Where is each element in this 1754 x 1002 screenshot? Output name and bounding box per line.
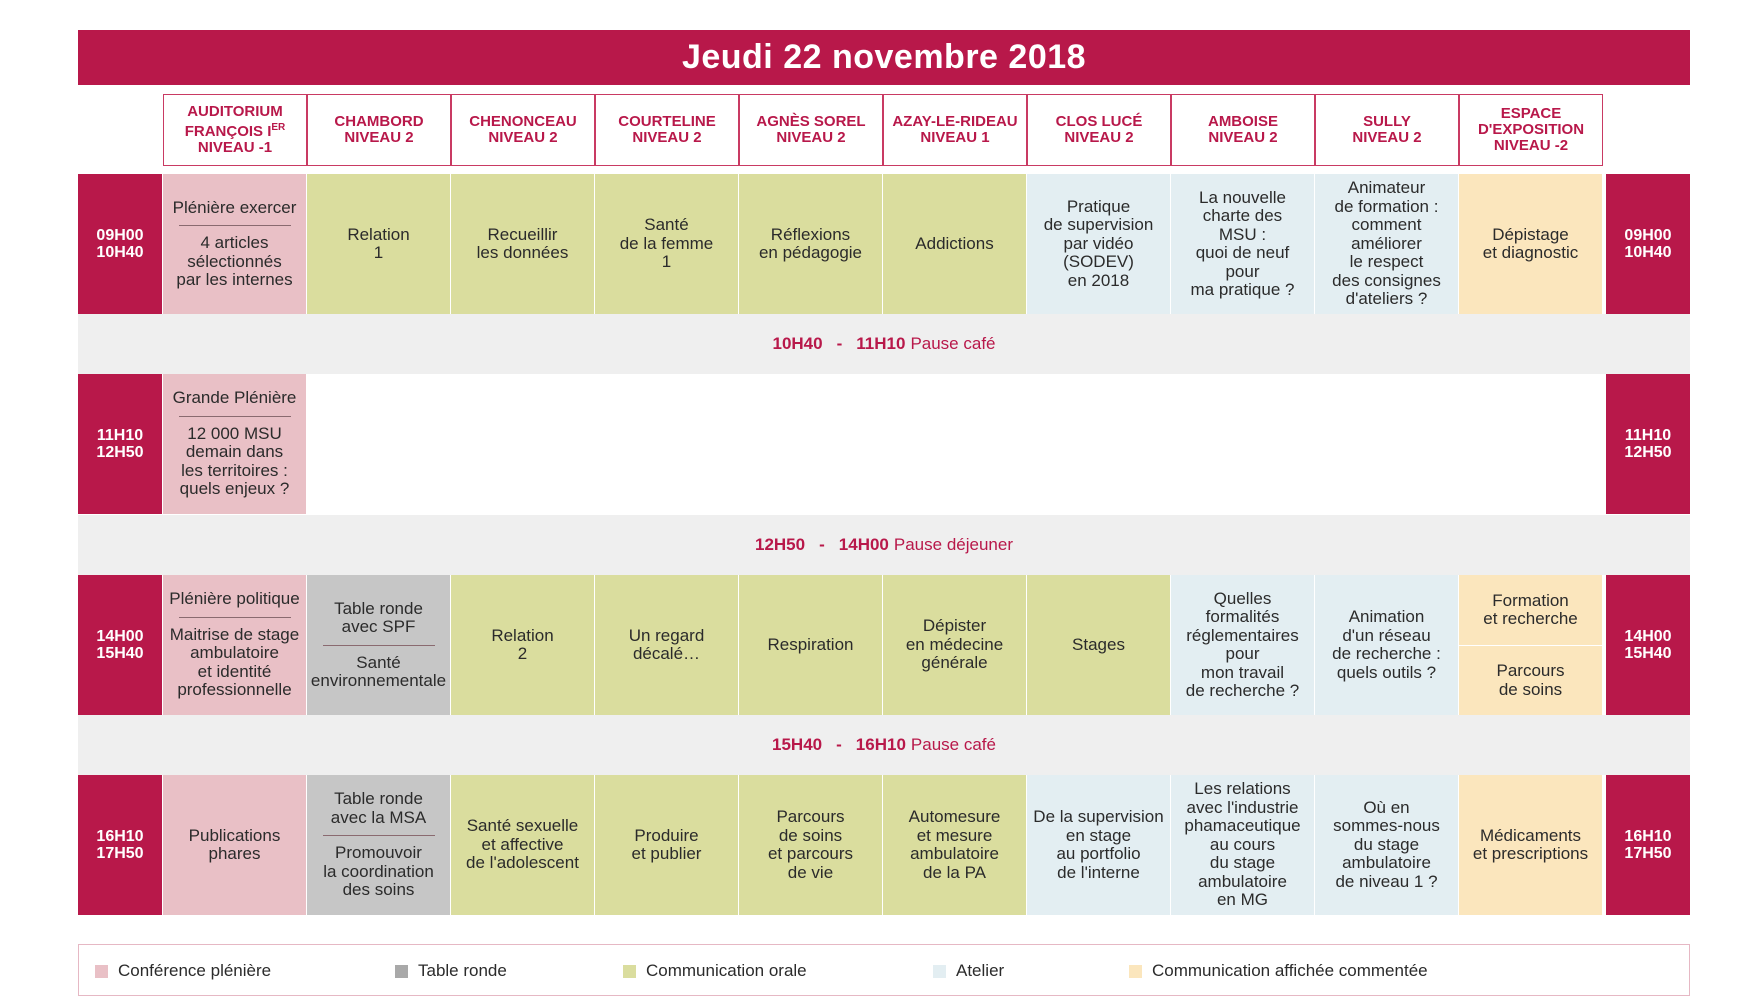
cell-text: générale (921, 653, 988, 673)
session-cell[interactable] (163, 174, 306, 314)
time-slot-left (78, 575, 162, 715)
room-name (1478, 106, 1584, 154)
session-body (768, 808, 853, 882)
time-start: 09H00 (96, 227, 144, 244)
room-name-line: AGNÈS SOREL (756, 113, 866, 130)
time-start: 14H00 (1624, 628, 1672, 645)
legend-label: Table ronde (418, 961, 507, 980)
cell-text: de soins (778, 825, 843, 845)
session-body (1184, 780, 1300, 910)
room-name-line: CLOS LUCÉ (1055, 113, 1143, 130)
time-start: 11H10 (1624, 427, 1672, 444)
session-cell[interactable] (451, 775, 594, 915)
session-cell[interactable] (1459, 174, 1602, 314)
session-cell[interactable] (595, 775, 738, 915)
session-cell[interactable] (307, 775, 450, 915)
pause-row (78, 715, 1690, 775)
legend-label: Atelier (956, 961, 1005, 980)
cell-text: et prescriptions (1472, 844, 1589, 863)
room-header (1315, 94, 1459, 166)
cell-text: 2 (517, 644, 528, 663)
time-start: 16H10 (1624, 828, 1672, 845)
cell-text: au cours (1209, 834, 1276, 854)
room-name-line: NIVEAU 1 (920, 129, 990, 146)
time-slot-left (78, 374, 162, 514)
cell-text: Respiration (767, 634, 854, 654)
time-slot-right (1606, 174, 1690, 314)
cell-text: Automesure (908, 807, 1001, 826)
time-end: 15H40 (96, 645, 144, 662)
cell-text: environnementale (310, 671, 447, 690)
session-cell[interactable] (883, 775, 1026, 915)
cell-text: Les relations (1194, 779, 1291, 799)
cell-text: et recherche (1483, 609, 1578, 628)
cell-text: les données (476, 243, 569, 262)
session-cell[interactable] (1171, 174, 1314, 314)
cell-text: avec l'industrie (1186, 797, 1299, 817)
cell-text: pour (1225, 644, 1260, 663)
cell-text: Addictions (915, 233, 994, 253)
cell-text: Recueillir (487, 224, 558, 244)
page-title: Jeudi 22 novembre 2018 (78, 30, 1690, 85)
cell-text: Parcours (1496, 661, 1565, 680)
room-name (756, 114, 865, 146)
session-cell[interactable] (1171, 775, 1314, 915)
time-end: 17H50 (1624, 845, 1672, 862)
room-name (1352, 114, 1421, 146)
pause-dash: - (836, 334, 843, 353)
time-start: 09H00 (1624, 227, 1672, 244)
session-body (1483, 226, 1578, 263)
cell-text: quels enjeux ? (179, 479, 290, 499)
cell-text: en stage (1065, 825, 1132, 845)
session-body (915, 235, 993, 254)
session-cell[interactable] (595, 174, 738, 314)
cell-text: Maitrise de stage (169, 624, 300, 644)
cell-text: la coordination (323, 861, 434, 881)
session-body (1186, 590, 1299, 701)
session-cell[interactable] (1459, 645, 1602, 715)
divider (323, 645, 435, 646)
legend-swatch (933, 965, 946, 978)
pause-row (78, 515, 1690, 575)
cell-text: MSU : (1218, 224, 1267, 244)
room-header (739, 94, 883, 166)
cell-text: Formation (1492, 590, 1569, 610)
pause-dash: - (819, 535, 825, 554)
session-cell[interactable] (883, 174, 1026, 314)
room-name-line: CHENONCEAU (469, 113, 577, 130)
session-body (629, 627, 705, 664)
cell-text: quoi de neuf (1195, 243, 1290, 262)
room-header (595, 94, 739, 166)
cell-text: Santé sexuelle (466, 816, 579, 836)
cell-text: Produire (634, 825, 699, 845)
cell-text: de l'adolescent (466, 853, 579, 873)
session-cell[interactable] (739, 575, 882, 715)
cell-text: sélectionnés (187, 251, 282, 271)
cell-text: par les internes (176, 270, 293, 289)
room-name (334, 114, 423, 146)
session-body (1191, 189, 1295, 300)
legend-swatch (95, 965, 108, 978)
session-body (768, 636, 854, 655)
cell-text: ambulatoire (1198, 871, 1287, 891)
session-cell[interactable] (1459, 775, 1602, 915)
divider (323, 835, 435, 836)
cell-text: décalé… (632, 644, 701, 663)
cell-text: et parcours (767, 844, 854, 863)
session-body (1332, 608, 1441, 682)
session-body (170, 626, 299, 700)
time-start: 14H00 (96, 628, 144, 645)
session-cell[interactable] (1315, 575, 1458, 715)
room-name-line: AZAY-LE-RIDEAU (892, 113, 1018, 130)
room-header (1027, 94, 1171, 166)
cell-text: les territoires : (181, 460, 288, 480)
session-body (1044, 198, 1154, 291)
session-cell[interactable] (883, 575, 1026, 715)
cell-text: Publications (188, 825, 281, 845)
session-body (1333, 799, 1440, 892)
room-name (469, 114, 577, 146)
pause-start: 10H40 (772, 334, 823, 353)
cell-text: et identité (197, 661, 272, 681)
divider (179, 225, 291, 226)
session-cell[interactable] (1027, 775, 1170, 915)
session-cell[interactable] (595, 575, 738, 715)
cell-text: charte des (1202, 206, 1283, 225)
session-body (759, 226, 862, 263)
room-header (451, 94, 595, 166)
cell-text: Santé (356, 652, 401, 672)
cell-text: et publier (631, 844, 702, 863)
cell-text: de la femme (619, 233, 714, 253)
pause-label: Pause déjeuner (893, 535, 1013, 554)
session-head: Grande Plénière (172, 388, 297, 408)
cell-text: de niveau 1 ? (1335, 871, 1438, 891)
cell-text: pour (1225, 261, 1260, 281)
cell-text: de la PA (922, 862, 986, 882)
cell-text: au portfolio (1056, 844, 1141, 863)
session-body (477, 226, 569, 263)
legend-item (933, 945, 1004, 997)
room-name (185, 104, 286, 156)
cell-text: de soins (1498, 679, 1563, 699)
pause-label: Pause café (910, 334, 996, 353)
session-body (323, 844, 434, 900)
cell-text: ma pratique ? (1190, 280, 1295, 299)
cell-text: réglementaires (1186, 625, 1299, 645)
cell-text: Réflexions (770, 224, 851, 244)
session-body (1033, 808, 1163, 882)
room-name-line: NIVEAU 2 (632, 129, 702, 146)
cell-text: Relation (491, 625, 554, 645)
legend-label: Conférence plénière (118, 961, 272, 980)
time-start: 16H10 (96, 828, 144, 845)
room-name-line: SULLY (1363, 113, 1411, 130)
cell-text: ambulatoire (1342, 853, 1431, 873)
room-name-line: NIVEAU 2 (488, 129, 558, 146)
room-name-line: ESPACE (1500, 105, 1562, 122)
session-body (1332, 179, 1441, 309)
room-header (163, 94, 307, 166)
legend-item (395, 945, 507, 997)
room-header (1171, 94, 1315, 166)
cell-text: Stages (1072, 634, 1125, 654)
cell-text: quels outils ? (1336, 662, 1437, 682)
cell-text: phamaceutique (1184, 816, 1301, 836)
cell-text: du stage (1209, 853, 1276, 873)
session-body (632, 827, 702, 864)
pause-start: 15H40 (772, 735, 823, 754)
legend-label: Communication orale (646, 961, 807, 980)
cell-text: 4 articles (200, 233, 269, 252)
cell-text: et diagnostic (1482, 243, 1579, 262)
room-name-line: FRANÇOIS IER (184, 122, 286, 140)
cell-text: 1 (373, 243, 384, 262)
cell-text: en médecine (905, 634, 1004, 654)
pause-end: 11H10 (856, 334, 906, 353)
cell-text: Animateur (1347, 178, 1426, 198)
session-head: Plénière politique (169, 589, 300, 609)
cell-text: en pédagogie (758, 243, 863, 262)
session-cell[interactable] (163, 575, 306, 715)
room-name-line: AMBOISE (1207, 113, 1278, 130)
time-start: 11H10 (96, 427, 144, 444)
session-body (180, 425, 290, 499)
session-body (466, 817, 579, 873)
room-header (307, 94, 451, 166)
cell-text: Dépistage (1492, 224, 1569, 244)
room-name (618, 114, 716, 146)
legend (78, 944, 1690, 996)
cell-text: du stage (1353, 834, 1420, 854)
legend-item (95, 945, 271, 997)
time-end: 12H50 (1624, 444, 1672, 461)
session-head: Table ronde avec SPF (334, 598, 423, 636)
time-slot-right (1606, 374, 1690, 514)
session-head: Table ronde avec la MSA (330, 789, 427, 827)
cell-text: (SODEV) (1063, 252, 1134, 272)
legend-swatch (1129, 965, 1142, 978)
cell-text: Parcours (776, 807, 845, 826)
cell-text: mon travail (1200, 662, 1285, 682)
cell-text: en MG (1216, 890, 1268, 910)
cell-text: en 2018 (1067, 270, 1130, 290)
room-name-line: NIVEAU 2 (1352, 129, 1422, 146)
cell-text: Santé (644, 215, 689, 235)
room-name-line: NIVEAU 2 (1208, 129, 1278, 146)
time-end: 10H40 (1624, 244, 1672, 261)
cell-text: De la supervision (1033, 807, 1164, 826)
room-name (892, 114, 1017, 146)
session-body (620, 216, 714, 272)
cell-text: ambulatoire (910, 844, 999, 863)
time-end: 15H40 (1624, 645, 1672, 662)
session-body (176, 234, 292, 290)
room-name-line: NIVEAU 2 (776, 129, 846, 146)
time-slot-right (1606, 775, 1690, 915)
session-cell[interactable] (1315, 174, 1458, 314)
room-name-line: NIVEAU 2 (1064, 129, 1134, 146)
session-cell[interactable] (451, 174, 594, 314)
cell-text: Animation (1348, 607, 1425, 626)
session-body (906, 617, 1003, 673)
session-body (1072, 636, 1125, 655)
pause-end: 16H10 (855, 735, 906, 754)
cell-text: ambulatoire (190, 643, 279, 663)
room-name-line: NIVEAU -1 (197, 139, 273, 156)
cell-text: de recherche ? (1185, 681, 1300, 700)
time-slot-right (1606, 575, 1690, 715)
legend-swatch (395, 965, 408, 978)
cell-text: Promouvoir (335, 843, 422, 863)
cell-text: Pratique (1066, 196, 1131, 216)
cell-text: et mesure (916, 825, 993, 845)
session-cell[interactable] (739, 775, 882, 915)
session-body (909, 808, 1001, 882)
session-body (491, 627, 553, 664)
legend-label: Communication affichée commentée (1152, 961, 1428, 980)
cell-text: Médicaments (1479, 825, 1582, 845)
room-name-line: CHAMBORD (334, 113, 424, 130)
room-name (1056, 114, 1143, 146)
pause-dash: - (836, 735, 842, 754)
time-slot-left (78, 775, 162, 915)
pause-end: 14H00 (838, 535, 889, 554)
session-cell[interactable] (739, 174, 882, 314)
legend-item (623, 945, 807, 997)
session-head: Plénière exercer (172, 197, 297, 217)
cell-text: de l'interne (1057, 862, 1140, 882)
session-cell[interactable] (163, 775, 306, 915)
pause-row (78, 314, 1690, 374)
cell-text: des consignes (1332, 270, 1441, 290)
cell-text: Un regard (628, 625, 705, 645)
cell-text: Où en (1363, 797, 1410, 817)
time-end: 12H50 (96, 444, 144, 461)
room-name-line: AUDITORIUM (187, 103, 283, 120)
cell-text: des soins (342, 880, 415, 900)
session-cell[interactable] (1171, 575, 1314, 715)
session-cell[interactable] (1459, 575, 1602, 645)
divider (179, 617, 291, 618)
session-cell[interactable] (451, 575, 594, 715)
session-body (311, 654, 446, 691)
legend-swatch (623, 965, 636, 978)
divider (179, 416, 291, 417)
cell-text: 1 (661, 252, 672, 272)
room-name-line: D'EXPOSITION (1477, 121, 1585, 138)
session-cell[interactable] (163, 374, 306, 514)
session-cell[interactable] (307, 174, 450, 314)
cell-text: Dépister (922, 616, 987, 636)
session-body (347, 226, 409, 263)
room-header (1459, 94, 1603, 166)
cell-text: sommes-nous (1333, 816, 1440, 836)
cell-text: améliorer (1351, 233, 1422, 253)
room-name (1208, 114, 1278, 146)
cell-text: d'un réseau (1342, 625, 1431, 645)
pause-start: 12H50 (755, 535, 806, 554)
session-cell[interactable] (307, 575, 450, 715)
cell-text: d'ateliers ? (1345, 289, 1428, 309)
cell-text: 12 000 MSU (187, 423, 282, 443)
time-end: 17H50 (96, 845, 144, 862)
cell-text: de vie (787, 862, 834, 882)
cell-text: La nouvelle (1199, 187, 1286, 207)
session-body (1473, 827, 1588, 864)
cell-text: comment (1351, 215, 1422, 235)
session-cell[interactable] (1027, 174, 1170, 314)
session-cell[interactable] (1315, 775, 1458, 915)
cell-text: par vidéo (1063, 233, 1134, 253)
cell-text: de supervision (1043, 215, 1154, 235)
room-name-line: NIVEAU 2 (344, 129, 414, 146)
cell-text: formalités (1205, 607, 1280, 626)
room-name-line: COURTELINE (618, 113, 716, 130)
cell-text: demain dans (185, 442, 284, 462)
cell-text: de formation : (1334, 196, 1439, 216)
cell-text: Quelles (1213, 588, 1272, 608)
cell-text: phares (208, 844, 261, 863)
cell-text: professionnelle (177, 680, 292, 700)
cell-text: et affective (481, 834, 564, 854)
time-end: 10H40 (96, 244, 144, 261)
cell-text: le respect (1349, 252, 1424, 272)
pause-label: Pause café (910, 735, 996, 754)
cell-text: Relation (347, 224, 410, 244)
time-slot-left (78, 174, 162, 314)
room-name-line: NIVEAU -2 (1493, 137, 1569, 154)
session-cell[interactable] (1027, 575, 1170, 715)
cell-text: de recherche : (1332, 644, 1441, 663)
room-header (883, 94, 1027, 166)
legend-item (1129, 945, 1428, 997)
session-body (189, 827, 281, 864)
